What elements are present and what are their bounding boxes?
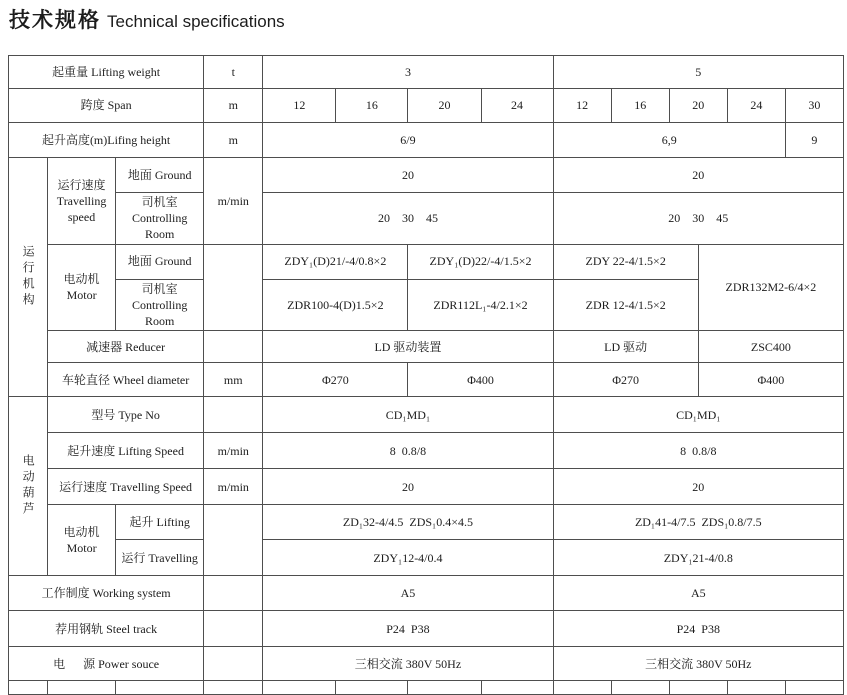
table-row bbox=[9, 505, 844, 540]
value-cell: 6/9 bbox=[263, 123, 553, 158]
value-cell: ZDR100-4(D)1.5×2 bbox=[263, 279, 408, 331]
value-cell: ZSC400 bbox=[698, 331, 843, 363]
value-cell: P24 P38 bbox=[263, 611, 553, 647]
table-row bbox=[9, 469, 844, 505]
value-cell: 30 bbox=[785, 89, 843, 123]
value-cell: Φ270 bbox=[263, 363, 408, 397]
sub-label-lifting: 起升 Lifting bbox=[116, 505, 204, 540]
row-label-reducer: 减速器 Reducer bbox=[48, 331, 204, 363]
page-title bbox=[9, 4, 285, 34]
table-row bbox=[9, 56, 844, 89]
table-row bbox=[9, 540, 844, 576]
value-cell: ZD₁32-4/4.5 ZDS₁0.4×4.5 bbox=[263, 505, 553, 540]
value-cell: ZDY₁12-4/0.4 bbox=[263, 540, 553, 576]
value-cell: 20 bbox=[408, 89, 481, 123]
value-cell: ZD₁41-4/7.5 ZDS₁0.8/7.5 bbox=[553, 505, 843, 540]
table-row bbox=[9, 397, 844, 433]
value-cell: CD₁MD₁ bbox=[263, 397, 553, 433]
value-cell: 8 0.8/8 bbox=[263, 433, 553, 469]
page-title-en: Technical specifications bbox=[107, 12, 285, 31]
value-cell: 12 bbox=[553, 89, 611, 123]
value-cell: LD 驱动 bbox=[553, 331, 698, 363]
value-cell: 三相交流 380V 50Hz bbox=[263, 647, 553, 681]
value-cell: 24 bbox=[727, 89, 785, 123]
value-cell: ZDR132M2-6/4×2 bbox=[698, 244, 843, 331]
value-cell: Φ400 bbox=[698, 363, 843, 397]
partial-cell bbox=[116, 681, 204, 695]
row-label-working-system: 工作制度 Working system bbox=[9, 576, 204, 611]
value-cell: 8 0.8/8 bbox=[553, 433, 843, 469]
value-cell: ZDR112L₁-4/2.1×2 bbox=[408, 279, 553, 331]
value-cell: 24 bbox=[481, 89, 553, 123]
value-cell: Φ400 bbox=[408, 363, 553, 397]
value-cell: 20 30 45 bbox=[263, 193, 553, 245]
value-cell: ZDY₁21-4/0.8 bbox=[553, 540, 843, 576]
value-cell: LD 驱动装置 bbox=[263, 331, 553, 363]
table-row bbox=[9, 611, 844, 647]
sub-label-travelling-speed: 运行速度 Travelling speed bbox=[48, 158, 116, 245]
table-row bbox=[9, 123, 844, 158]
table-row bbox=[9, 193, 844, 245]
value-cell: 3 bbox=[263, 56, 553, 89]
unit-cell bbox=[204, 505, 263, 576]
spec-table-body bbox=[9, 56, 844, 695]
group-label-travel-mechanism: 运行机构 bbox=[9, 158, 48, 397]
table-row bbox=[9, 433, 844, 469]
sub-label-motor: 电动机 Motor bbox=[48, 244, 116, 331]
value-cell: A5 bbox=[553, 576, 843, 611]
value-cell: 20 bbox=[669, 89, 727, 123]
value-cell: ZDR 12-4/1.5×2 bbox=[553, 279, 698, 331]
partial-cell bbox=[9, 681, 48, 695]
unit-cell: t bbox=[204, 56, 263, 89]
group-label-electric-hoist: 电动葫芦 bbox=[9, 397, 48, 576]
table-row bbox=[9, 244, 844, 279]
value-cell: ZDY 22-4/1.5×2 bbox=[553, 244, 698, 279]
value-cell: 20 bbox=[553, 469, 843, 505]
value-cell: CD₁MD₁ bbox=[553, 397, 843, 433]
value-cell: A5 bbox=[263, 576, 553, 611]
unit-cell: m/min bbox=[204, 469, 263, 505]
spec-table bbox=[8, 55, 844, 695]
row-label-type-no: 型号 Type No bbox=[48, 397, 204, 433]
value-cell: P24 P38 bbox=[553, 611, 843, 647]
unit-cell bbox=[204, 611, 263, 647]
partial-cell bbox=[336, 681, 408, 695]
table-row bbox=[9, 647, 844, 681]
partial-cell bbox=[785, 681, 843, 695]
partial-cell bbox=[611, 681, 669, 695]
value-cell: 9 bbox=[785, 123, 843, 158]
table-row bbox=[9, 681, 844, 695]
value-cell: Φ270 bbox=[553, 363, 698, 397]
row-label-lifting-height: 起升高度(m)Lifing height bbox=[9, 123, 204, 158]
table-row bbox=[9, 158, 844, 193]
value-cell: 20 bbox=[553, 158, 843, 193]
sub-label-travelling: 运行 Travelling bbox=[116, 540, 204, 576]
partial-cell bbox=[481, 681, 553, 695]
unit-cell: m bbox=[204, 89, 263, 123]
sub-label-ground: 地面 Ground bbox=[116, 244, 204, 279]
partial-cell bbox=[669, 681, 727, 695]
value-cell: 12 bbox=[263, 89, 336, 123]
unit-cell bbox=[204, 244, 263, 331]
value-cell: 6,9 bbox=[553, 123, 785, 158]
value-cell: 三相交流 380V 50Hz bbox=[553, 647, 843, 681]
sub-label-controlling-room: 司机室 Controlling Room bbox=[116, 279, 204, 331]
value-cell: 20 bbox=[263, 469, 553, 505]
partial-cell bbox=[48, 681, 116, 695]
table-row bbox=[9, 89, 844, 123]
row-label-lifting-speed: 起升速度 Lifting Speed bbox=[48, 433, 204, 469]
unit-cell bbox=[204, 576, 263, 611]
table-row bbox=[9, 576, 844, 611]
value-cell: 20 bbox=[263, 158, 553, 193]
value-cell: ZDY₁(D)21/-4/0.8×2 bbox=[263, 244, 408, 279]
value-cell: ZDY₁(D)22/-4/1.5×2 bbox=[408, 244, 553, 279]
value-cell: 16 bbox=[611, 89, 669, 123]
row-label-lifting-weight: 起重量 Lifting weight bbox=[9, 56, 204, 89]
partial-cell bbox=[204, 681, 263, 695]
row-label-wheel-diameter: 车轮直径 Wheel diameter bbox=[48, 363, 204, 397]
partial-cell bbox=[727, 681, 785, 695]
value-cell: 16 bbox=[336, 89, 408, 123]
row-label-travelling-speed: 运行速度 Travelling Speed bbox=[48, 469, 204, 505]
value-cell: 5 bbox=[553, 56, 843, 89]
unit-cell bbox=[204, 397, 263, 433]
row-label-steel-track: 荐用钢轨 Steel track bbox=[9, 611, 204, 647]
unit-cell: mm bbox=[204, 363, 263, 397]
sub-label-controlling-room: 司机室 Controlling Room bbox=[116, 193, 204, 245]
row-label-span: 跨度 Span bbox=[9, 89, 204, 123]
table-row bbox=[9, 363, 844, 397]
unit-cell: m/min bbox=[204, 158, 263, 245]
sub-label-ground: 地面 Ground bbox=[116, 158, 204, 193]
partial-cell bbox=[263, 681, 336, 695]
unit-cell bbox=[204, 647, 263, 681]
partial-cell bbox=[408, 681, 481, 695]
unit-cell: m/min bbox=[204, 433, 263, 469]
unit-cell bbox=[204, 331, 263, 363]
page-title-zh: 技术规格 bbox=[9, 9, 101, 32]
row-label-power-source: 电 源 Power souce bbox=[9, 647, 204, 681]
value-cell: 20 30 45 bbox=[553, 193, 843, 245]
sub-label-motor: 电动机 Motor bbox=[48, 505, 116, 576]
unit-cell: m bbox=[204, 123, 263, 158]
table-row bbox=[9, 331, 844, 363]
partial-cell bbox=[553, 681, 611, 695]
